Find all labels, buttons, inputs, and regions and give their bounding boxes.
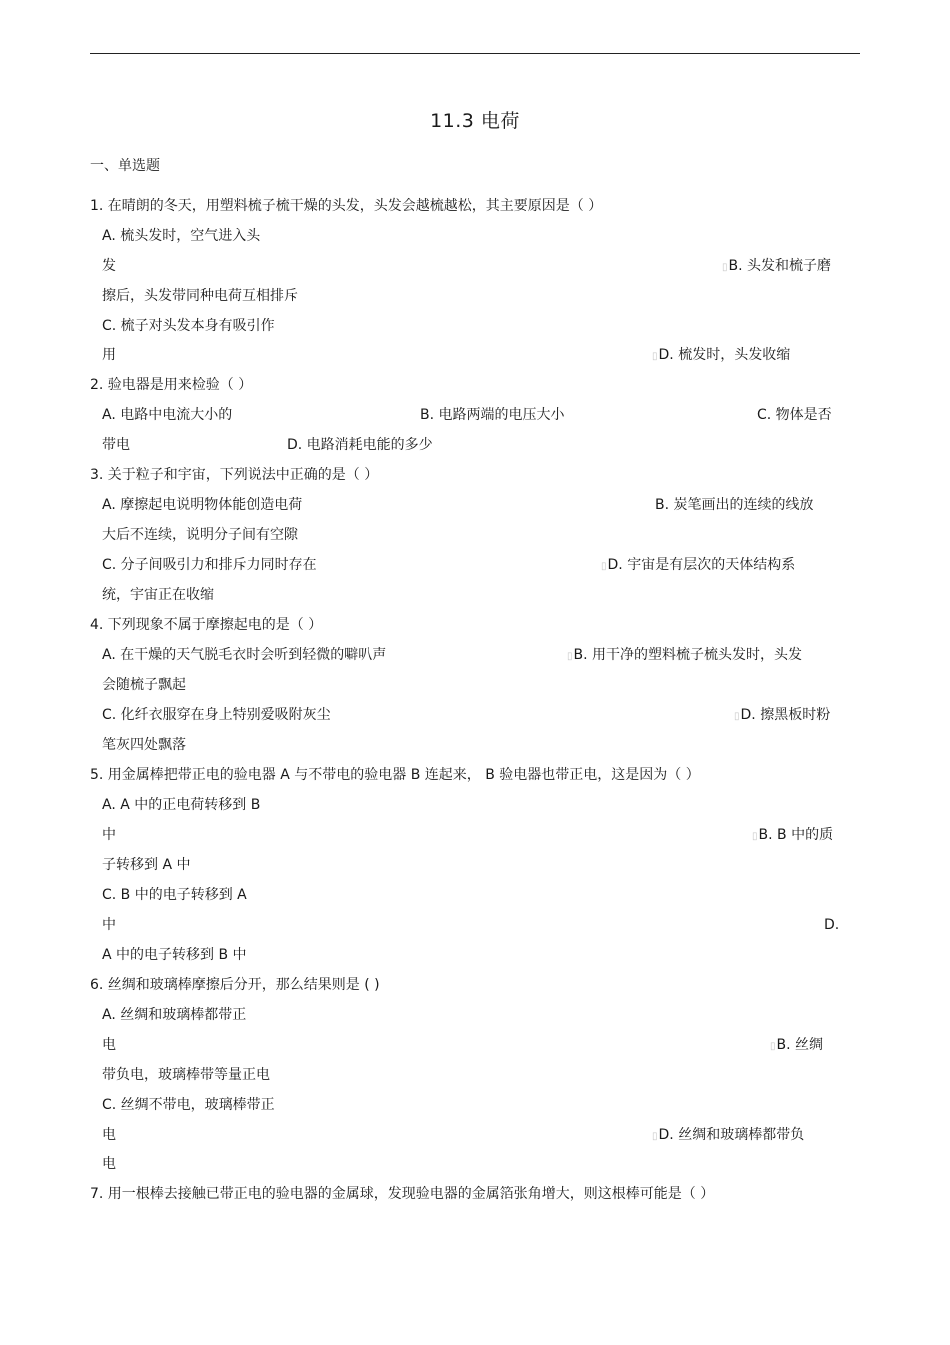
- option-b-cont: 带负电，玻璃棒带等量正电: [102, 1067, 270, 1083]
- option-c-cont: 用: [102, 347, 116, 363]
- option-d: ▯D. 宇宙是有层次的天体结构系: [601, 557, 796, 573]
- option-c: C. B 中的电子转移到 A: [102, 887, 247, 903]
- option-d-cont: 统，宇宙正在收缩: [102, 587, 214, 603]
- option-c: C. 分子间吸引力和排斥力同时存在: [102, 557, 317, 573]
- option-a: A. 丝绸和玻璃棒都带正: [102, 1007, 247, 1023]
- option-c-cont: 带电: [102, 437, 130, 453]
- option-d: D.: [824, 917, 840, 933]
- header-rule: [90, 53, 860, 54]
- question-stem: 2. 验电器是用来检验（ ）: [90, 377, 253, 393]
- question-stem: 7. 用一根棒去接触已带正电的验电器的金属球，发现验电器的金属箔张角增大，则这根棒可能是（ ）: [90, 1186, 715, 1202]
- option-c: C. 丝绸不带电，玻璃棒带正: [102, 1097, 275, 1113]
- option-c-cont: 中: [102, 917, 116, 933]
- option-b-cont: 会随梳子飘起: [102, 677, 186, 693]
- question-stem: 4. 下列现象不属于摩擦起电的是（ ）: [90, 617, 323, 633]
- option-c: C. 物体是否: [757, 407, 832, 423]
- question-stem: 5. 用金属棒把带正电的验电器 A 与不带电的验电器 B 连起来， B 验电器也带正电，这是因为（ ）: [90, 767, 700, 783]
- option-b-cont: 擦后，头发带同种电荷互相排斥: [102, 288, 298, 304]
- option-b-cont: 大后不连续，说明分子间有空隙: [102, 527, 298, 543]
- option-b-cont: 子转移到 A 中: [102, 857, 191, 873]
- option-d-cont: 笔灰四处飘落: [102, 737, 186, 753]
- option-d: ▯D. 梳发时，头发收缩: [652, 347, 791, 363]
- question-stem: 6. 丝绸和玻璃棒摩擦后分开，那么结果则是 ( ): [90, 977, 380, 993]
- option-a: A. 电路中电流大小的: [102, 407, 233, 423]
- option-c-cont: 电: [102, 1127, 116, 1143]
- option-a-cont: 发: [102, 258, 116, 274]
- option-d-cont: 电: [102, 1156, 116, 1172]
- option-d: ▯D. 丝绸和玻璃棒都带负: [652, 1127, 805, 1143]
- option-b: B. 电路两端的电压大小: [420, 407, 565, 423]
- page-title: 11.3 电荷: [430, 110, 520, 132]
- section-label: 一、单选题: [90, 158, 160, 174]
- option-d: ▯D. 擦黑板时粉: [734, 707, 831, 723]
- option-c: C. 梳子对头发本身有吸引作: [102, 318, 275, 334]
- question-stem: 3. 关于粒子和宇宙，下列说法中正确的是（ ）: [90, 467, 379, 483]
- option-b: ▯B. 用干净的塑料梳子梳头发时，头发: [567, 647, 803, 663]
- option-d-cont: A 中的电子转移到 B 中: [102, 947, 247, 963]
- option-b: ▯B. 丝绸: [770, 1037, 824, 1053]
- option-a-cont: 中: [102, 827, 116, 843]
- option-b: ▯B. B 中的质: [752, 827, 834, 843]
- option-a-cont: 电: [102, 1037, 116, 1053]
- option-d: D. 电路消耗电能的多少: [287, 437, 433, 453]
- option-b: ▯B. 头发和梳子磨: [722, 258, 832, 274]
- option-a: A. 梳头发时，空气进入头: [102, 228, 261, 244]
- option-a: A. 摩擦起电说明物体能创造电荷: [102, 497, 303, 513]
- question-stem: 1. 在晴朗的冬天，用塑料梳子梳干燥的头发，头发会越梳越松，其主要原因是（ ）: [90, 198, 603, 214]
- option-a: A. 在干燥的天气脱毛衣时会听到轻微的噼叭声: [102, 647, 387, 663]
- option-a: A. A 中的正电荷转移到 B: [102, 797, 261, 813]
- option-b: B. 炭笔画出的连续的线放: [655, 497, 814, 513]
- option-c: C. 化纤衣服穿在身上特别爱吸附灰尘: [102, 707, 331, 723]
